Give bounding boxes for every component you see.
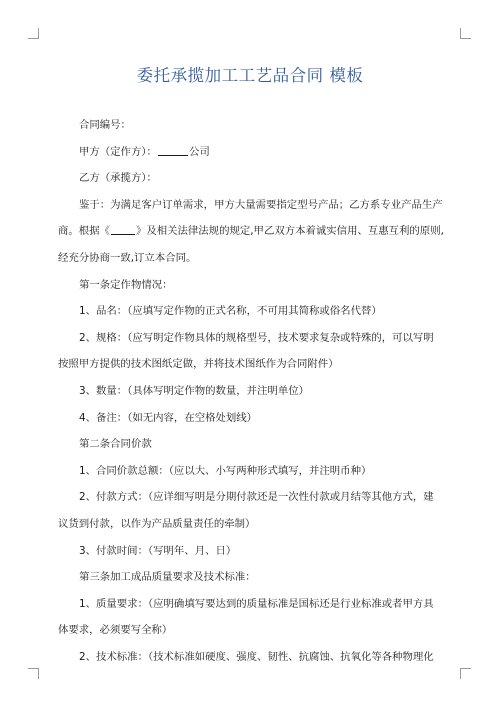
party-a-suffix: 公司 [188, 145, 210, 158]
article-1-title: 第一条定作物情况： [79, 278, 173, 291]
whereas-line-2-start: 商。根据《 [58, 225, 110, 238]
article-3-item-1-line-2: 体要求，必须要写全称） [58, 624, 173, 637]
article-2-title: 第二条合同价款 [79, 438, 152, 451]
document-body [58, 112, 446, 670]
whereas-line-2-end: 》及相关法律法规的规定,甲乙双方本着诚实信用、互惠互利的原则, [135, 225, 444, 238]
party-b-line: 乙方（承揽方）： [79, 172, 157, 185]
article-1-item-1: 1、品名：（应填写定作物的正式名称，不可用其简称或俗名代替） [79, 305, 382, 318]
article-3-title: 第三条加工成品质量要求及技术标准： [79, 571, 256, 584]
article-2-item-2-line-2: 议货到付款，以作为产品质量责任的牵制） [58, 517, 256, 530]
whereas-line-1: 鉴于：为满足客户订单需求，甲方大量需要指定型号产品；乙方系专业产品生产 [79, 198, 443, 211]
corner-mark-top-right [460, 28, 471, 39]
party-a-label: 甲方（定作方）： [79, 145, 157, 158]
corner-mark-bottom-left [28, 668, 39, 679]
party-a-line [58, 139, 446, 166]
party-a-blank[interactable] [158, 145, 188, 156]
contract-number-line: 合同编号： [79, 119, 131, 131]
article-1-item-2-line-1: 2、规格：（应写明定作物具体的规格型号，技术要求复杂或特殊的，可以写明 [79, 331, 434, 344]
article-2-item-2-line-1: 2、付款方式：（应详细写明是分期付款还是一次性付款或月结等其他方式，建 [79, 491, 434, 504]
article-2-item-1: 1、合同价款总额：（应以大、小写两种形式填写，并注明币种） [79, 464, 372, 477]
article-2-item-3: 3、付款时间：（写明年、月、日） [79, 544, 237, 557]
article-1-item-2-line-2: 按照甲方提供的技术图纸定做，并将技术图纸作为合同附件） [58, 358, 339, 371]
corner-mark-top-left [28, 28, 39, 39]
document-title: 委托承揽加工工艺品合同 模板 [136, 66, 364, 85]
whereas-line-2 [58, 218, 446, 245]
article-1-item-3: 3、数量：（具体写明定作物的数量，并注明单位） [79, 384, 310, 397]
whereas-line-3: 经充分协商一致,订立本合同。 [58, 251, 197, 264]
article-3-item-1-line-1: 1、质量要求：（应明确填写要达到的质量标准是国标还是行业标准或者甲方具 [79, 597, 434, 610]
law-name-blank[interactable] [111, 224, 135, 235]
article-1-item-4: 4、备注：（如无内容，在空格处划线） [79, 411, 258, 424]
corner-mark-bottom-right [460, 668, 471, 679]
article-3-item-2-line-1: 2、技术标准：（技术标准如硬度、强度、韧性、抗腐蚀、抗氧化等各种物理化 [79, 650, 434, 663]
